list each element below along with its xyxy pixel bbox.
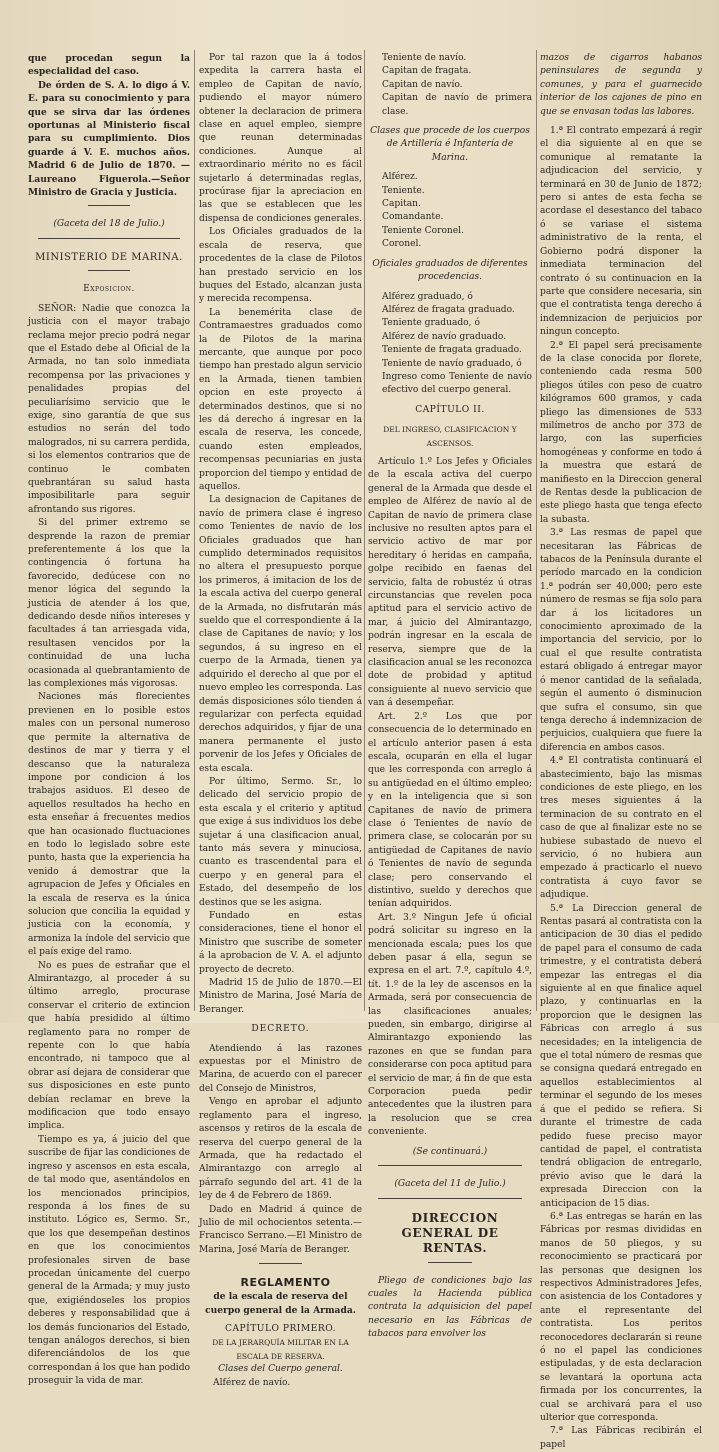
paragraph: La designacion de Capitanes de navío de primera clase é ingreso como Tenientes de navío de los Oficiales graduados que han cumplido determinados requisitos no altera el presupuesto porque los primeros, á imitacion de los de la escala activa del cuerpo general de la Armada, no disfrutarán más sueldo que el correspondiente á la clase de Capitanes de navío; y los segundos, á su ingreso en el cuerpo de la Armada, tienen ya adquirido el derecho al que por el nuevo empleo les corresponda. Las demás disposiciones sólo tienden á regularizar con perfecta equidad derechos adquiridos, y fijar de una manera permanente el justo porvenir de los Jefes y Oficiales de esta escala. xyxy=(199,495,362,774)
condition: 3.ª Las resmas de papel que necesitaran las Fábricas de tabacos de la Península durante el período marcado en la condicion 1.ª podrán ser 40,000; pero este número de resmas se fija solo para dar á los licitadores un conocimiento aproximado de la importancia del servicio, por lo cual el que resulte contratista estará obligado á entregar mayor ó menor cantidad de la señalada, según el aumento ó disminucion que sufra el consumo, sin que tenga derecho á indemnizacion de perjuicios, cualquiera que fuere la diferencia en ambos casos. xyxy=(540,528,702,753)
condition: 1.ª El contrato empezará á regir el dia siguiente al en que se comunique al rematante la adjudicacion del servicio, y terminará en 30 de Junio de 1872; pero si antes de esta fecha se acordase el desestanco del tabaco ó se variase el sistema administrativo de la renta, el Gobierno podrá disponer la inmediata terminacion del contrato ó su continuacion en la parte que considere necesaria, sin que el contratista tenga derecho á indemnizacion de perjuicios por ningun concepto. xyxy=(540,126,702,338)
rank-item: Teniente Coronel. xyxy=(382,225,464,236)
rank-item: Alférez de navío. xyxy=(213,1377,291,1388)
regulation-title: REGLAMENTO xyxy=(240,1276,331,1290)
continued-note: (Se continuará.) xyxy=(412,1146,488,1157)
rank-item: Capitan de fragata. xyxy=(382,66,472,77)
rank-item: Capitan de navío de primera clase. xyxy=(382,93,532,117)
column-divider xyxy=(536,50,537,1011)
intro-line: que procedan segun la especialidad del caso. xyxy=(28,53,190,78)
paragraph: Si del primer extremo se desprende la razon de premiar preferentemente á los que la contingencia ó fortuna ha favorecido, dedúcese con no menor lógica del segundo la justicia de atender á los que, dedicando desde niños intereses y facultades á tan arriesgada vida, resultasen vencidos por la continuidad de una lucha ocasionada al quebrantamiento de las complexiones más vigorosas. xyxy=(28,518,190,690)
paragraph: SEÑOR: Nadie que conozca la justicia con el mayor trabajo reclama mejor precio podrá negar que el Estado debe al Oficial de la Armada, no tan solo inmediata recompensa por las privaciones y penalidades propias del peculiarísimo servicio que le exige, sino garantía de que sus estudios no serán del todo malogrados, ni su carrera perdida, si los elementos contrarios que de continuo le combaten quebrantáran su salud hasta imposibilitarle para seguir afrontando sus rigores. xyxy=(28,303,190,515)
chapter-subtitle: DEL INGRESO, CLASIFICACION Y ASCENSOS. xyxy=(383,425,517,448)
column-divider xyxy=(194,50,195,1011)
condition: 6.ª Las entregas se harán en las Fábricas por resmas divididas en manos de 50 pliegos, y su reconocimiento se practicará por las personas que designen los respectivos Administradores Jefes, con asistencia de los Contadores y ante el representante del contratista. Los peritos reconocedores declararán si reune ó no el papel las condiciones estipuladas, y de esta declaracion se levantará la oportuna acta firmada por los concurrentes, la cual se archivará para el uso ulterior que corresponda. xyxy=(540,1211,702,1424)
decree-paragraph: Vengo en aprobar el adjunto reglamento para el ingreso, ascensos y retiros de la escala de reserva del cuerpo general de la Armada, que ha redactado el Almirantazgo con arreglo al párrafo segundo del art. 41 de la ley de 4 de Febrero de 1869. xyxy=(199,1097,362,1202)
column-divider xyxy=(364,50,365,1011)
ministry-title: MINISTERIO DE MARINA. xyxy=(35,251,183,263)
paragraph: Por último, Sermo. Sr., lo delicado del servicio propio de esta escala y el criterio y aptitud que exige á sus individuos los debe sujetar á una clasificacion anual, tanto más severa y minuciosa, cuanto es trascendental para el cuerpo y en general para el Estado, del desempeño de los destinos que se les asigna. xyxy=(199,776,362,908)
column-1 xyxy=(28,52,191,1387)
section-title: Oficiales graduados de diferentes procedencias. xyxy=(372,258,528,283)
section-title: Clases del Cuerpo general. xyxy=(218,1364,343,1375)
divider xyxy=(428,1262,472,1263)
rank-item: Comandante. xyxy=(382,212,444,223)
column-3 xyxy=(368,52,532,1340)
gazette-reference: (Gaceta del 11 de Julio.) xyxy=(394,1179,506,1190)
paragraph: No es pues de estrañar que el Almirantazgo, al proceder á su último arreglo, procurase conservar el criterio de extincion que había presidido al último reglamento para no romper de repente con lo que había encontrado, ni tampoco que al obrar así dejara de considerar que sus disposiciones en este punto debían reclamar en breve la modificacion que todo ensayo implica. xyxy=(28,960,190,1132)
paragraph: La benemérita clase de Contramaestres graduados como la de Pilotos de la marina mercante, que aunque por poco tiempo han prestado algun servicio en la Armada, tienen tambien opcion en este proyecto á determinados destinos, que si no les dá derecho á ingresar en la escala de reserva, les concede, cuando esten empleados, recompensas pecuniarias en justa proporcion del tiempo y entidad de aquellos. xyxy=(199,307,362,492)
rank-item: Alférez de fragata graduado. xyxy=(382,304,515,315)
condition: 4.ª El contratista continuará el abastecimiento, bajo las mismas condiciones de este pliego, en los tres meses siguientes á la terminacion de su contrato en el caso de que al finalizar este no se hubiese subastado de nuevo el servicio, ó no hubiera aun empezado á practicarlo el nuevo contratista á cuyo favor se adjudique. xyxy=(540,756,702,901)
column-4 xyxy=(540,52,702,1450)
regulation-subtitle: cuerpo general de la Armada. xyxy=(205,1304,356,1316)
rank-item: Teniente. xyxy=(382,185,425,196)
divider xyxy=(88,270,130,271)
rank-item: Alférez graduado, ó xyxy=(382,291,473,302)
rank-item: Ingreso como Teniente de navío efectivo del cuerpo general. xyxy=(382,371,532,396)
intro-line: De órden de S. A. lo digo á V. E. para su conocimiento y para que se sirva dar las órdenes oportunas al Ministerio fiscal para su cumplimiento. Dios guarde á V. E. muchos años. Madrid 6 de Julio de 1870. —Laureano Figuerola.—Señor Ministro de Gracia y Justicia. xyxy=(28,79,190,199)
chapter-title: CAPÍTULO II. xyxy=(415,404,485,415)
divider xyxy=(88,205,130,206)
rank-item: Teniente graduado, ó xyxy=(382,318,480,329)
condition: 7.ª Las Fábricas recibirán el papel xyxy=(540,1426,702,1450)
article: Art. 2.º Los que por consecuencia de lo determinado en el artículo anterior pasen á esta escala, ocuparán en ella el lugar que les corresponda con arreglo á su antigüedad en el último empleo; y en la inteligencia que si son Capitanes de navío de primera clase ó Tenientes de navío de primera clase, se colocarán por su antigüedad de Capitanes de navío ó Tenientes de navío de segunda clase; pero conservando el distintivo, sueldo y derechos que tenían adquiridos. xyxy=(368,711,532,910)
regulation-subtitle: de la escala de reserva del xyxy=(213,1291,348,1303)
signature-line: Madrid 15 de Julio de 1870.—El Ministro de Marina, José María de Beranger. xyxy=(199,978,362,1015)
paragraph: Fundado en estas consideraciones, tiene el honor el Ministro que suscribe de someter á la aprobacion de V. A. el adjunto proyecto de decreto. xyxy=(199,911,362,975)
condition: 2.ª El papel será precisamente de la clase conocida por florete, conteniendo cada resma 500 pliegos útiles con peso de cuatro kilógramos 600 gramos, y cada pliego las dimensiones de 533 milímetros de ancho por 373 de largo, con las superficies homogéneas y conforme en todo á la muestra que estará de manifiesto en la Direccion general de Rentas desde la publicacion de este pliego hasta que tenga efecto la subasta. xyxy=(540,340,702,525)
chapter-subtitle: DE LA JERARQUÍA MILITAR EN LA ESCALA DE RESERVA. xyxy=(212,1338,349,1361)
column-2 xyxy=(199,52,363,1388)
paragraph: Naciones más florecientes previenen en lo posible estos males con un personal numeroso que permite la alternativa de destinos de mar y tierra y el descanso que la naturaleza impone por condicion á los trabajos asiduos. El deseo de aquellos resultados ha hecho en esta enseñar á frecuentes medios que han ocasionado fluctuaciones en todo lo legislado sobre este punto, hasta que la experiencia ha venido á demostrar que la agrupacion de Jefes y Oficiales en la escala de reserva es la única solucion que concilia la equidad y justicia con la economía, y armoniza la índole del servicio que el país exige del ramo. xyxy=(28,692,190,958)
divider xyxy=(378,1165,522,1166)
article: Artículo 1.º Los Jefes y Oficiales de la escala activa del cuerpo general de la Armada que desde el empleo de Alférez de navío al de Capitan de navío de primera clase inclusive no resulten aptos para el servicio activo de mar por hereditary ó heridas en campaña, golpe recibido en faenas del servicio, falta de robustéz ú otras circunstancias que revelen poca aptitud para el servicio activo de mar, á juicio del Almirantazgo, podrán ingresar en la escala de reserva, siempre que de la clasificacion anual se les reconozca dote de probidad y aptitud consiguiente al nuevo servicio que van á desempeñar. xyxy=(368,456,532,709)
rank-item: Teniente de fragata graduado. xyxy=(382,345,522,356)
chapter-title: CAPÍTULO PRIMERO. xyxy=(224,1323,337,1334)
divider xyxy=(378,1198,522,1199)
rank-item: Coronel. xyxy=(382,239,422,250)
decree-title: DECRETO. xyxy=(251,1024,310,1035)
divider xyxy=(259,1263,302,1264)
paragraph: Los Oficiales graduados de la escala de reserva, que procedentes de la clase de Pilotos han prestado servicio en los buques del Estado, alcanzan justa y merecida recompensa. xyxy=(199,227,362,305)
rentas-title: DIRECCION GENERAL DE xyxy=(401,1210,499,1240)
pliego-intro-continued: mazos de cigarros habanos peninsulares de segunda y comunes, y para el guarnecido interior de los cajones de pino en que se envasan todas las labores. xyxy=(540,53,702,117)
pliego-intro: Pliego de condiciones bajo las cuales la Hacienda pública contrata la adquisicion del papel necesario en las Fábricas de tabacos para envolver los xyxy=(368,1275,532,1340)
decree-paragraph: Dado en Madrid á quince de Julio de mil ochocientos setenta.—Francisco Serrano.—El Ministro de Marina, José María de Beranger. xyxy=(199,1204,362,1255)
paragraph: Por tal razon que la á todos expedita la carrera hasta el empleo de Capitan de navío, pudiendo el mayor número obtener la declaracion de primera clase en aquel empleo, siempre que reunan determinadas condiciones. Aunque al extraordinario mérito no es fácil sujetarlo á determinadas reglas, procúrase fijar la apreciacion en las que se establecen que les dispensa de condiciones generales. xyxy=(199,53,363,224)
rank-item: Teniente de navío. xyxy=(382,53,467,63)
paragraph: Tiempo es ya, á juicio del que suscribe de fijar las condiciones de ingreso y ascensos en esta escala, de tal modo que, asentándolos en los mencionados principios, responda á los fines de su instituto. Lógico es, Sermo. Sr., que los que desempeñan destinos en que los conocimientos profesionales sirven de base procedan únicamente del cuerpo general de la Armada; y muy justo que, exigiéndoseles los propios deberes y responsabilidad que á los demás funcionarios del Estado, tengan análogos derechos, si bien diferenciándolos de los que correspondan á los que han podido proseguir la vida de mar. xyxy=(28,1134,191,1387)
exposition-title: Exposicion. xyxy=(83,284,135,295)
rentas-title: RENTAS. xyxy=(422,1240,488,1255)
decree-paragraph: Atendiendo á las razones expuestas por el Ministro de Marina, de acuerdo con el parecer del Consejo de Ministros, xyxy=(199,1043,362,1094)
rank-item: Teniente de navío graduado, ó xyxy=(382,358,522,369)
rank-item: Capitan. xyxy=(382,199,421,210)
rank-item: Alférez de navío graduado. xyxy=(382,331,507,342)
rank-item: Alférez. xyxy=(382,172,418,183)
article: Art. 3.º Ningun Jefe ú oficial podrá solicitar su ingreso en la mencionada escala; pues los que deben pasar á ella, segun se expresa en el art. 7.º, capítulo 4.º, tít. 1.º de la ley de ascensos en la Armada, será por consecuencia de las clasificaciones anuales; pueden, sin embargo, dirigirse al Almirantazgo exponiendo las razones en que se fundan para considerarse con poca aptitud para el servicio de mar, á fin de que esta Corporacion pueda pedir antecedentes que la ilustren para la resolucion que se crea conveniente. xyxy=(368,912,532,1138)
condition: 5.ª La Direccion general de Rentas pasará al contratista con la anticipacion de 30 dias el pedido de papel para el consumo de cada trimestre, y el contratista deberá empezar las entregas el dia siguiente al en que finalice aquel plazo, y continuarlas en la proporcion que le designen las Fábricas con arreglo á sus necesidades; en la inteligencia de que el total número de resmas que se consigna quedará entregado en aquellos establecimientos al terminar el segundo de los meses á que el pedido se refiera. Si durante el trimestre de cada pedido fuese preciso mayor cantidad de papel, el contratista tendrá obligacion de entregarlo, prévio aviso que le dará la expresada Direccion con la anticipacion de 15 dias. xyxy=(540,903,702,1209)
rank-item: Capitan de navío. xyxy=(382,79,463,90)
gazette-reference: (Gaceta del 18 de Julio.) xyxy=(53,219,165,230)
divider xyxy=(38,238,180,239)
section-title: Clases que procede de los cuerpos de Artillería é Infantería de Marina. xyxy=(370,126,530,163)
